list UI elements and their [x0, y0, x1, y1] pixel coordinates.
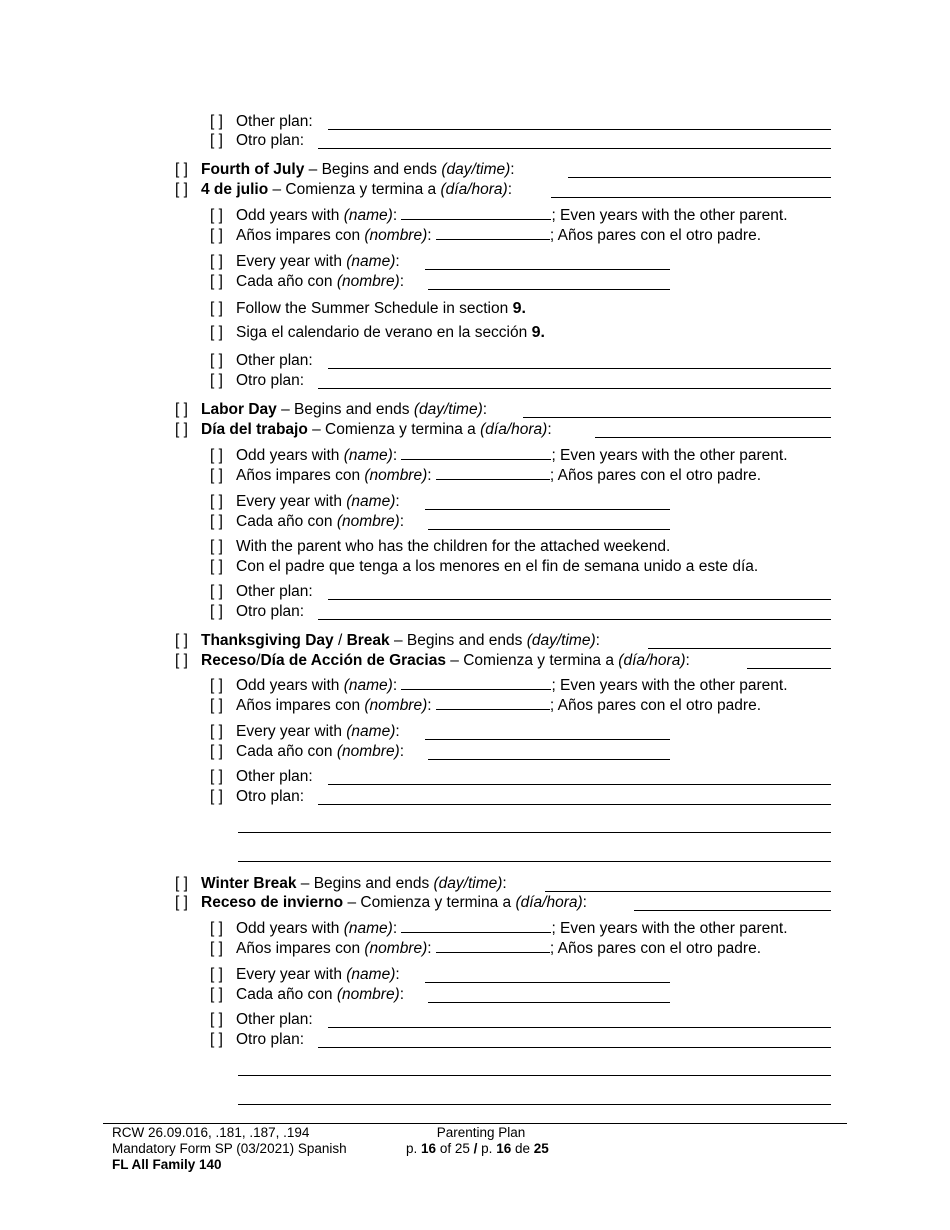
day-time-field[interactable] [523, 417, 831, 418]
day-time-field[interactable] [545, 891, 831, 892]
section-title: Winter Break [201, 875, 297, 892]
odd-years-text: Odd years with [236, 920, 340, 937]
colon: : [395, 253, 400, 270]
dia-hora-text: (día/hora) [618, 652, 686, 669]
even-years-text: ; Even years with the other parent. [551, 207, 788, 224]
other-plan-row [210, 582, 313, 602]
colon: : [685, 652, 690, 669]
summer-schedule-row [210, 299, 526, 319]
comienza-text: – Comienza y termina a [312, 421, 476, 438]
checkbox[interactable]: [ ] [210, 768, 223, 785]
every-year-field[interactable] [425, 739, 670, 740]
footer-center [406, 1125, 556, 1157]
otro-plan-row [210, 1030, 304, 1050]
section-title: Receso [201, 652, 257, 669]
name-field[interactable] [401, 919, 551, 933]
checkbox[interactable]: [ ] [210, 697, 223, 714]
section-title: Break [346, 632, 390, 649]
otro-plan-label: Otro plan: [236, 372, 305, 389]
anos-impares-row [210, 466, 761, 486]
odd-years-text: Odd years with [236, 677, 340, 694]
begins-ends-text: – Begins and ends [308, 161, 438, 178]
checkbox[interactable]: [ ] [210, 113, 223, 130]
colon: : [395, 966, 400, 983]
colon: : [582, 894, 587, 911]
cada-ano-row [210, 742, 404, 762]
checkbox[interactable]: [ ] [210, 273, 223, 290]
day-time-text: (day/time) [413, 401, 483, 418]
other-plan-field[interactable] [328, 784, 831, 785]
checkbox[interactable]: [ ] [210, 253, 223, 270]
checkbox[interactable]: [ ] [175, 875, 188, 892]
other-plan-field[interactable] [328, 599, 831, 600]
every-year-row [210, 722, 400, 742]
name-field[interactable] [401, 676, 551, 690]
otro-plan-label: Otro plan: [236, 1031, 305, 1048]
dia-hora-field[interactable] [634, 910, 831, 911]
name-text: (name) [346, 723, 396, 740]
checkbox[interactable]: [ ] [210, 986, 223, 1003]
colon: : [427, 697, 432, 714]
anos-impares-row [210, 226, 761, 246]
footer-doc-title: Parenting Plan [436, 1125, 526, 1140]
page-separator: / [473, 1141, 478, 1156]
colon: : [392, 677, 398, 694]
cada-ano-field[interactable] [428, 1002, 670, 1003]
nombre-field[interactable] [436, 939, 550, 953]
cuatro-de-julio-row [175, 180, 512, 200]
colon: : [399, 513, 405, 530]
nombre-field[interactable] [436, 696, 550, 710]
checkbox[interactable]: [ ] [210, 558, 223, 575]
anos-impares-text: Años impares con [236, 940, 361, 957]
calendario-verano-row [210, 323, 545, 343]
checkbox[interactable]: [ ] [210, 603, 223, 620]
name-text: (name) [343, 207, 393, 224]
anos-pares-text: ; Años pares con el otro padre. [549, 467, 761, 484]
odd-years-row [210, 919, 788, 939]
other-plan-label: Other plan: [236, 352, 313, 369]
begins-ends-text: – Begins and ends [393, 632, 523, 649]
nombre-text: (nombre) [364, 467, 428, 484]
checkbox[interactable]: [ ] [210, 583, 223, 600]
nombre-field[interactable] [436, 466, 550, 480]
other-plan-label: Other plan: [236, 583, 313, 600]
additional-line-field[interactable] [238, 861, 831, 862]
fourth-of-july-row [175, 160, 515, 180]
section-number: 9. [512, 300, 526, 317]
colon: : [392, 447, 398, 464]
checkbox[interactable]: [ ] [210, 723, 223, 740]
odd-years-text: Odd years with [236, 207, 340, 224]
every-year-text: Every year with [236, 723, 342, 740]
checkbox[interactable]: [ ] [210, 966, 223, 983]
other-plan-label: Other plan: [236, 113, 313, 130]
name-text: (name) [346, 253, 396, 270]
dia-hora-field[interactable] [595, 437, 831, 438]
colon: : [399, 273, 405, 290]
colon: : [510, 161, 515, 178]
otro-plan-row [210, 371, 304, 391]
checkbox[interactable]: [ ] [210, 493, 223, 510]
nombre-text: (nombre) [336, 273, 400, 290]
anos-impares-text: Años impares con [236, 697, 361, 714]
begins-ends-text: – Begins and ends [281, 401, 410, 418]
checkbox[interactable]: [ ] [210, 227, 223, 244]
cada-ano-row [210, 985, 404, 1005]
otro-plan-row [210, 787, 304, 807]
every-year-text: Every year with [236, 966, 342, 983]
colon: : [395, 493, 400, 510]
section-title: 4 de julio [201, 181, 269, 198]
page-total: 25 [533, 1141, 549, 1156]
cada-ano-field[interactable] [428, 529, 670, 530]
fin-de-semana-text: Con el padre que tenga a los menores en el fin de semana unido a este día. [236, 558, 759, 575]
labor-day-row [175, 400, 487, 420]
even-years-text: ; Even years with the other parent. [551, 920, 788, 937]
other-plan-row [210, 767, 313, 787]
dia-del-trabajo-row [175, 420, 552, 440]
dia-hora-text: (día/hora) [515, 894, 583, 911]
day-time-text: (day/time) [441, 161, 511, 178]
nombre-text: (nombre) [336, 513, 400, 530]
every-year-row [210, 252, 400, 272]
comienza-text: – Comienza y termina a [272, 181, 437, 198]
checkbox[interactable]: [ ] [210, 352, 223, 369]
otro-plan-label: Otro plan: [236, 132, 305, 149]
colon: : [482, 401, 488, 418]
checkbox[interactable]: [ ] [210, 743, 223, 760]
anos-impares-text: Años impares con [236, 467, 361, 484]
fin-de-semana-row [210, 557, 758, 577]
every-year-field[interactable] [425, 269, 670, 270]
day-time-text: (day/time) [526, 632, 596, 649]
receso-invierno-row [175, 893, 587, 913]
checkbox[interactable]: [ ] [175, 421, 188, 438]
checkbox[interactable]: [ ] [210, 920, 223, 937]
anos-pares-text: ; Años pares con el otro padre. [549, 940, 761, 957]
section-title: Labor Day [201, 401, 277, 418]
every-year-row [210, 492, 400, 512]
attached-weekend-row [210, 537, 670, 557]
checkbox[interactable]: [ ] [210, 467, 223, 484]
checkbox[interactable]: [ ] [210, 513, 223, 530]
every-year-text: Every year with [236, 493, 342, 510]
page-of: of 25 [439, 1141, 470, 1156]
name-text: (name) [346, 493, 396, 510]
page-number: 16 [496, 1141, 512, 1156]
begins-ends-text: – Begins and ends [300, 875, 430, 892]
dia-hora-text: (día/hora) [440, 181, 508, 198]
checkbox[interactable]: [ ] [210, 300, 223, 317]
other-plan-field[interactable] [328, 368, 831, 369]
colon: : [392, 207, 398, 224]
cada-ano-field[interactable] [428, 759, 670, 760]
receso-accion-gracias-row [175, 651, 690, 671]
other-plan-label: Other plan: [236, 1011, 313, 1028]
nombre-text: (nombre) [364, 227, 428, 244]
checkbox[interactable]: [ ] [175, 181, 188, 198]
additional-line-field[interactable] [238, 832, 831, 833]
other-plan-label: Other plan: [236, 768, 313, 785]
section-title: Día de Acción de Gracias [260, 652, 446, 669]
nombre-text: (nombre) [336, 743, 400, 760]
page-label: p. [406, 1141, 418, 1156]
thanksgiving-row [175, 631, 600, 651]
additional-line-field[interactable] [238, 1075, 831, 1076]
every-year-row [210, 965, 400, 985]
name-text: (name) [343, 447, 393, 464]
footer-rcw: RCW 26.09.016, .181, .187, .194 [112, 1125, 310, 1140]
day-time-text: (day/time) [433, 875, 503, 892]
anos-impares-row [210, 939, 761, 959]
even-years-text: ; Even years with the other parent. [551, 677, 788, 694]
section-title: Receso de invierno [201, 894, 344, 911]
colon: : [395, 723, 400, 740]
every-year-field[interactable] [425, 982, 670, 983]
page-de: de [514, 1141, 531, 1156]
checkbox[interactable]: [ ] [210, 1011, 223, 1028]
page-label: p. [481, 1141, 493, 1156]
checkbox[interactable]: [ ] [210, 1031, 223, 1048]
odd-years-row [210, 676, 788, 696]
nombre-text: (nombre) [364, 940, 428, 957]
checkbox[interactable]: [ ] [210, 788, 223, 805]
colon: : [399, 743, 405, 760]
odd-years-row [210, 206, 788, 226]
footer-left [112, 1125, 347, 1173]
comienza-text: – Comienza y termina a [450, 652, 614, 669]
otro-plan-label: Otro plan: [236, 788, 305, 805]
footer-page-number [406, 1141, 556, 1157]
cada-ano-row [210, 272, 404, 292]
otro-plan-field[interactable] [318, 1047, 831, 1048]
cada-ano-field[interactable] [428, 289, 670, 290]
section-number: 9. [531, 324, 545, 341]
attached-weekend-text: With the parent who has the children for the attached weekend. [236, 538, 671, 555]
otro-plan-field[interactable] [318, 388, 831, 389]
otro-plan-field[interactable] [318, 804, 831, 805]
cada-ano-row [210, 512, 404, 532]
checkbox[interactable]: [ ] [210, 447, 223, 464]
other-plan-row [210, 112, 313, 132]
every-year-field[interactable] [425, 509, 670, 510]
colon: : [595, 632, 600, 649]
otro-plan-field[interactable] [318, 619, 831, 620]
checkbox[interactable]: [ ] [175, 161, 188, 178]
colon: : [547, 421, 552, 438]
checkbox[interactable]: [ ] [175, 652, 188, 669]
colon: : [427, 227, 432, 244]
checkbox[interactable]: [ ] [175, 401, 188, 418]
odd-years-row [210, 446, 788, 466]
anos-pares-text: ; Años pares con el otro padre. [549, 227, 761, 244]
cada-ano-text: Cada año con [236, 273, 333, 290]
calendario-verano-text: Siga el calendario de verano en la sección [236, 324, 528, 341]
colon: : [392, 920, 398, 937]
day-time-field[interactable] [648, 648, 831, 649]
other-plan-field[interactable] [328, 1027, 831, 1028]
slash: / [256, 652, 261, 669]
winter-break-row [175, 874, 507, 894]
name-field[interactable] [401, 446, 551, 460]
page-number: 16 [421, 1141, 437, 1156]
name-text: (name) [343, 677, 393, 694]
checkbox[interactable]: [ ] [210, 677, 223, 694]
day-time-field[interactable] [568, 177, 831, 178]
colon: : [502, 875, 507, 892]
checkbox[interactable]: [ ] [175, 894, 188, 911]
name-field[interactable] [401, 206, 551, 220]
colon: : [507, 181, 513, 198]
colon: : [427, 467, 432, 484]
dia-hora-text: (día/hora) [480, 421, 548, 438]
dia-hora-field[interactable] [551, 197, 831, 198]
even-years-text: ; Even years with the other parent. [551, 447, 788, 464]
anos-impares-text: Años impares con [236, 227, 361, 244]
colon: : [427, 940, 432, 957]
section-title: Thanksgiving Day [201, 632, 334, 649]
nombre-field[interactable] [436, 226, 550, 240]
slash: / [333, 632, 347, 649]
other-plan-field[interactable] [328, 129, 831, 130]
otro-plan-field[interactable] [318, 148, 831, 149]
checkbox[interactable]: [ ] [210, 324, 223, 341]
comienza-text: – Comienza y termina a [347, 894, 512, 911]
checkbox[interactable]: [ ] [210, 940, 223, 957]
checkbox[interactable]: [ ] [210, 372, 223, 389]
nombre-text: (nombre) [336, 986, 400, 1003]
cada-ano-text: Cada año con [236, 986, 333, 1003]
otro-plan-row [210, 602, 304, 622]
colon: : [399, 986, 405, 1003]
section-title: Fourth of July [201, 161, 305, 178]
every-year-text: Every year with [236, 253, 342, 270]
summer-schedule-text: Follow the Summer Schedule in section [236, 300, 509, 317]
footer-form: Mandatory Form SP (03/2021) Spanish [112, 1141, 347, 1156]
checkbox[interactable]: [ ] [210, 207, 223, 224]
checkbox[interactable]: [ ] [210, 538, 223, 555]
checkbox[interactable]: [ ] [175, 632, 188, 649]
cada-ano-text: Cada año con [236, 513, 333, 530]
dia-hora-field[interactable] [747, 668, 831, 669]
footer-divider [103, 1123, 847, 1124]
otro-plan-label: Otro plan: [236, 603, 305, 620]
name-text: (name) [343, 920, 393, 937]
name-text: (name) [346, 966, 396, 983]
anos-impares-row [210, 696, 761, 716]
footer-fl: FL All Family 140 [112, 1157, 222, 1172]
section-title: Día del trabajo [201, 421, 308, 438]
odd-years-text: Odd years with [236, 447, 340, 464]
nombre-text: (nombre) [364, 697, 428, 714]
cada-ano-text: Cada año con [236, 743, 333, 760]
anos-pares-text: ; Años pares con el otro padre. [549, 697, 761, 714]
additional-line-field[interactable] [238, 1104, 831, 1105]
other-plan-row [210, 1010, 313, 1030]
other-plan-row [210, 351, 313, 371]
checkbox[interactable]: [ ] [210, 132, 223, 149]
otro-plan-row [210, 131, 304, 151]
